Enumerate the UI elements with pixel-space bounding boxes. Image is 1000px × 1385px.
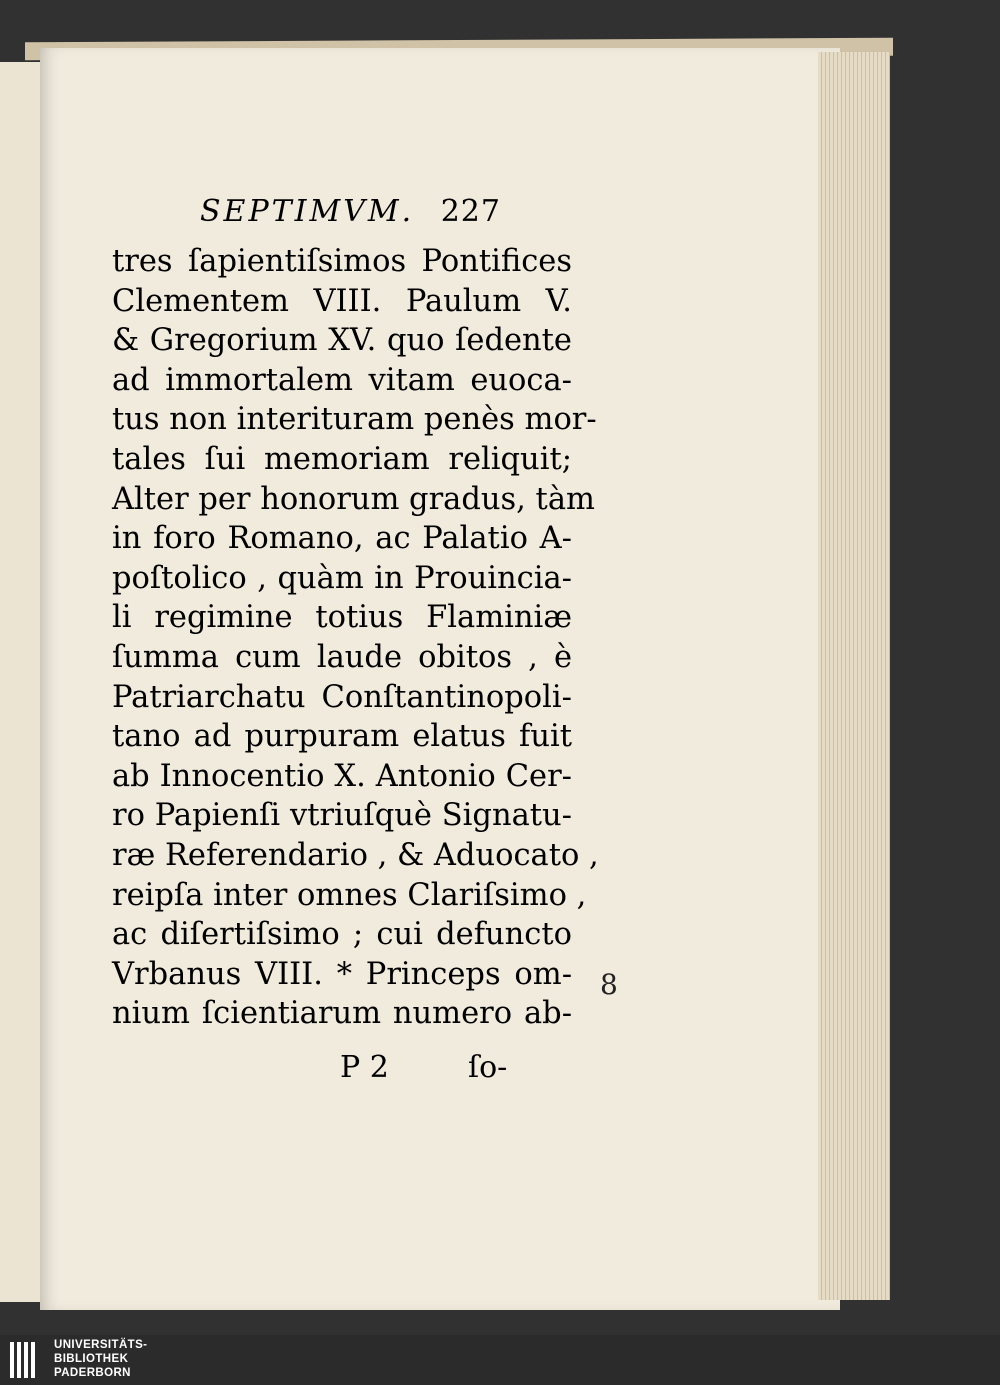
library-name-line: PADERBORN [54, 1367, 131, 1379]
text-line: ræ Referendario , & Aduocato , [112, 837, 599, 873]
text-line: in foro Romano, ac Palatio A- [112, 521, 572, 557]
running-head [200, 194, 540, 229]
text-line: li regimine totius Flaminiæ [112, 600, 572, 636]
margin-note: 8 [600, 968, 618, 1001]
text-line: tres ſapientiſsimos Pontifices [112, 244, 572, 279]
text-line: ac diſertiſsimo ; cui defuncto [112, 917, 572, 953]
body-text [112, 242, 599, 1034]
library-logo-icon [8, 1340, 48, 1380]
page-number: 227 [440, 194, 501, 229]
text-line: tus non interituram penès mor- [112, 402, 597, 438]
text-line: Alter per honorum gradus, tàm [112, 481, 595, 517]
text-line: Clementem VIII. Paulum V. [112, 283, 572, 319]
signature-mark: P 2 [340, 1050, 389, 1085]
footer-bar [0, 1335, 1000, 1385]
text-line: ad immortalem vitam euoca- [112, 362, 572, 398]
text-line: tano ad purpuram elatus fuit [112, 719, 572, 755]
text-line: nium ſcientiarum numero ab- [112, 996, 572, 1032]
text-line: Patriarchatu Conſtantinopoli- [112, 679, 572, 715]
text-line: ab Innocentio X. Antonio Cer- [112, 758, 572, 794]
text-line: poſtolico , quàm in Prouincia- [112, 560, 572, 596]
text-line: & Gregorium XV. quo ſedente [112, 323, 572, 359]
catchword: ſo- [468, 1050, 508, 1085]
page-block-edges [818, 52, 890, 1300]
text-line: Vrbanus VIII. * Princeps om- [112, 956, 572, 992]
text-line: reipſa inter omnes Clariſsimo , [112, 877, 587, 913]
facing-page-edge [0, 62, 44, 1302]
text-line: ro Papienſi vtriuſquè Signatu- [112, 798, 572, 834]
library-name [54, 1338, 147, 1380]
text-line: tales ſui memoriam reliquit; [112, 441, 572, 477]
running-head-title: SEPTIMVM. [200, 194, 415, 229]
library-name-line: BIBLIOTHEK [54, 1353, 129, 1365]
library-name-line: UNIVERSITÄTS- [54, 1339, 148, 1351]
text-line: ſumma cum laude obitos , è [112, 639, 572, 675]
